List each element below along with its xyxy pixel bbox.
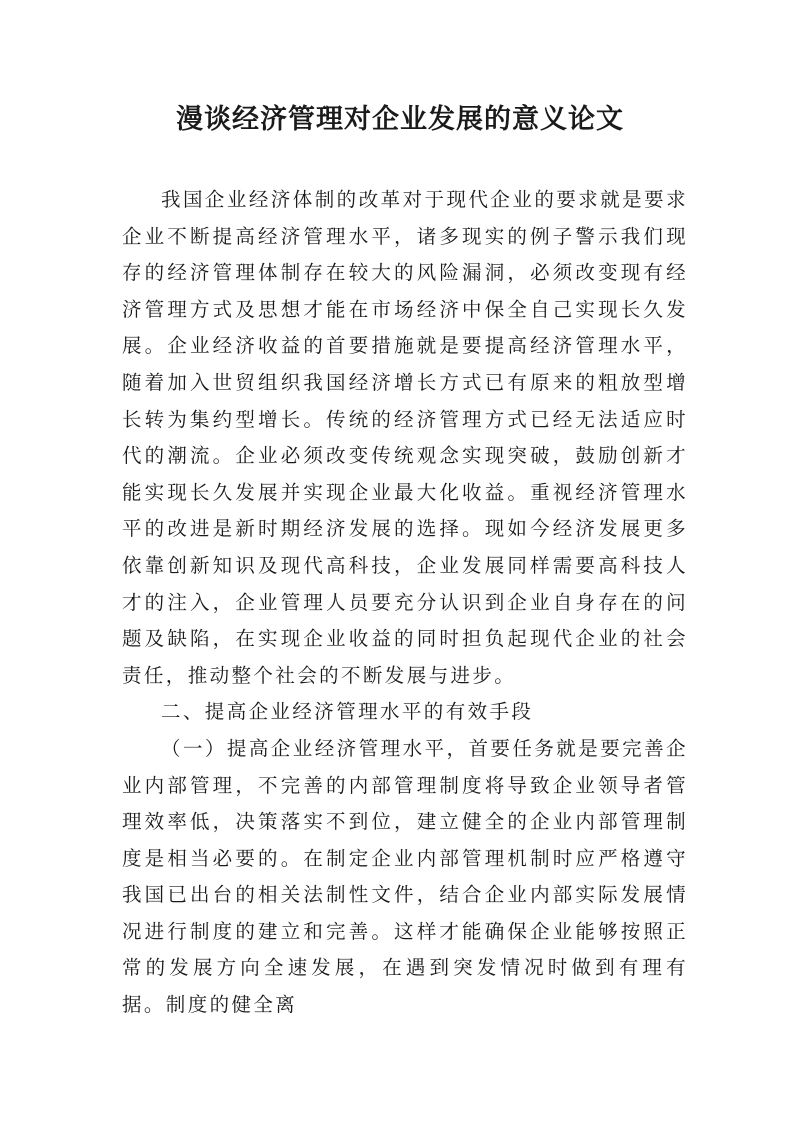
paragraph-subsection-1: （一）提高企业经济管理水平，首要任务就是要完善企业内部管理，不完善的内部管理制度将导致企业领导者管理效率低，决策落实不到位，建立健全的企业内部管理制度是相当必要的。在制定企业内部管理机制时应严格遵守我国已出台的相关法制性文件，结合企业内部实际发展情况进行制度的建立和完善。这样才能确保企业能够按照正常的发展方向全速发展，在遇到突发情况时做到有理有据。制度的健全离 bbox=[122, 736, 688, 1017]
paragraph-intro: 我国企业经济体制的改革对于现代企业的要求就是要求企业不断提高经济管理水平，诸多现实的例子警示我们现存的经济管理体制存在较大的风险漏洞，必须改变现有经济管理方式及思想才能在市场经济中保全自己实现长久发展。企业经济收益的首要措施就是要提高经济管理水平，随着加入世贸组织我国经济增长方式已有原来的粗放型增长转为集约型增长。传统的经济管理方式已经无法适应时代的潮流。企业必须改变传统观念实现突破，鼓励创新才能实现长久发展并实现企业最大化收益。重视经济管理水平的改进是新时期经济发展的选择。现如今经济发展更多依靠创新知识及现代高科技，企业发展同样需要高科技人才的注入，企业管理人员要充分认识到企业自身存在的问题及缺陷，在实现企业收益的同时担负起现代企业的社会责任，推动整个社会的不断发展与进步。 bbox=[122, 188, 688, 687]
document-title: 漫谈经济管理对企业发展的意义论文 bbox=[176, 104, 624, 135]
document-body bbox=[122, 182, 688, 1024]
section-heading: 二、提高企业经济管理水平的有效手段 bbox=[161, 700, 534, 724]
